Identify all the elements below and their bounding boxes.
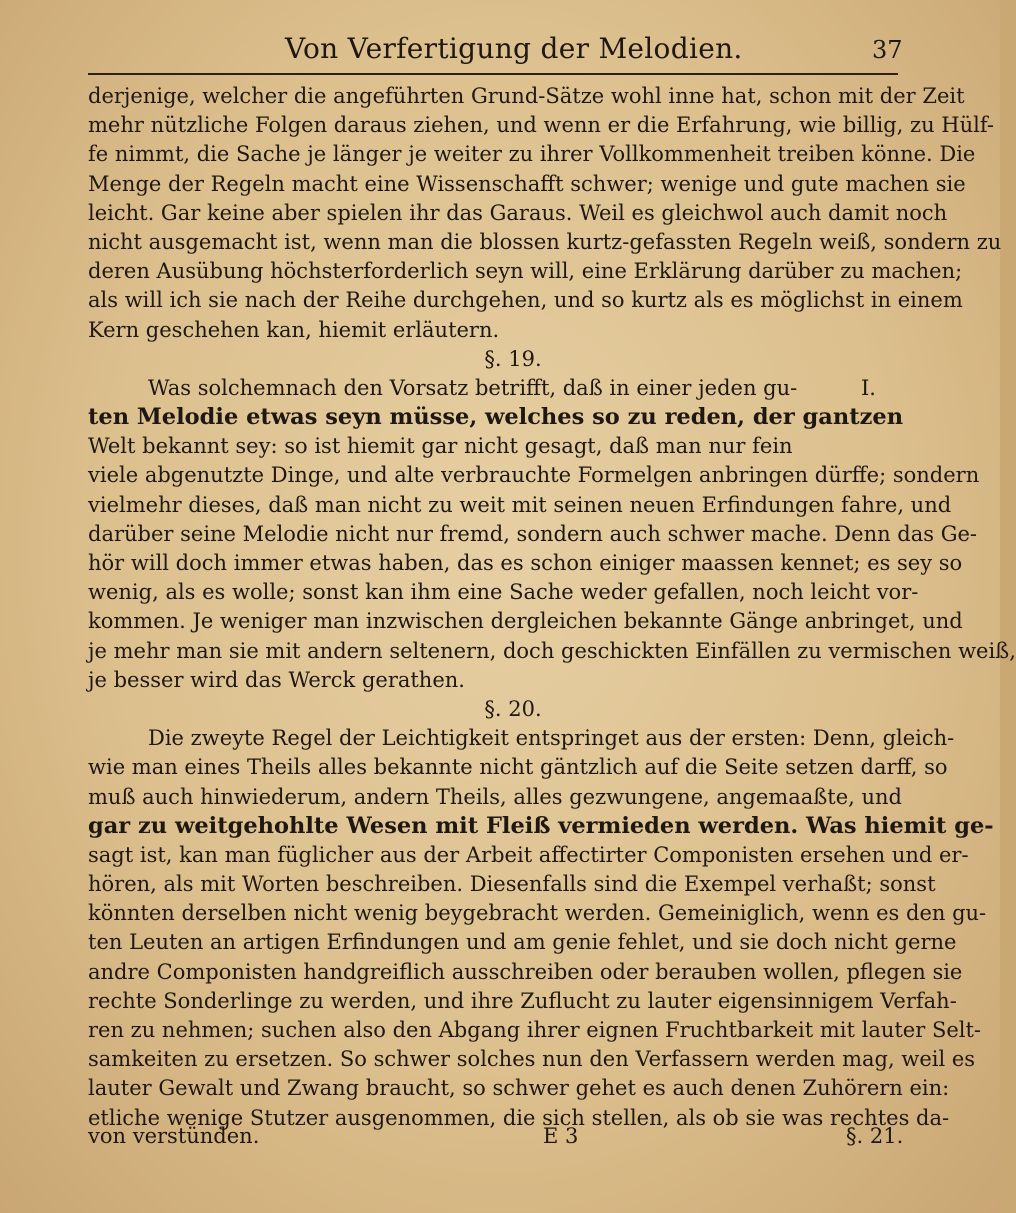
- catchword: §. 21.: [846, 1124, 904, 1148]
- page-number: 37: [872, 36, 903, 64]
- text-line: sagt ist, kan man füglicher aus der Arbeit affectirter Componisten ersehen und er-: [88, 842, 969, 867]
- text-line: Menge der Regeln macht eine Wissenschafft schwer; wenige und gute machen sie: [88, 171, 966, 196]
- text-line: ten Leuten an artigen Erfindungen und am genie fehlet, und sie doch nicht gerne: [88, 930, 957, 955]
- text-line: wenig, als es wolle; sonst kan ihm eine Sache weder gefallen, noch leicht vor-: [88, 580, 919, 605]
- last-text-line: von verstünden.: [88, 1124, 260, 1148]
- header-rule: [88, 73, 898, 75]
- text-line: kommen. Je weniger man inzwischen dergleichen bekannte Gänge anbringet, und: [88, 609, 963, 634]
- text-line: je mehr man sie mit andern seltenern, doch geschickten Einfällen zu vermischen weiß,: [88, 638, 1016, 663]
- text-line: Die zweyte Regel der Leichtigkeit entspringet aus der ersten: Denn, gleich-: [148, 726, 955, 751]
- running-title: Von Verfertigung der Melodien.: [285, 32, 743, 65]
- text-line: [88, 374, 908, 403]
- text-line: darüber seine Melodie nicht nur fremd, sondern auch schwer mache. Denn das Ge-: [88, 521, 978, 546]
- text-line: ren zu nehmen; suchen also den Abgang ihrer eignen Fruchtbarkeit mit lauter Selt-: [88, 1018, 982, 1042]
- text-line: als will ich sie nach der Reihe durchgehen, und so kurtz als es möglichst in einem: [88, 288, 963, 313]
- text-line-content: Was solchemnach den Vorsatz betrifft, daß in einer jeden gu-: [148, 375, 798, 400]
- text-line: ten Melodie etwas seyn müsse, welches so zu reden, der gantzen: [88, 404, 904, 431]
- body-text: [88, 82, 1016, 1133]
- text-line: fe nimmt, die Sache je länger je weiter zu ihrer Vollkommenheit treiben könne. Die: [88, 142, 976, 167]
- text-line: Welt bekannt sey: so ist hiemit gar nicht gesagt, daß man nur fein: [88, 434, 793, 459]
- text-line: derjenige, welcher die angeführten Grund-Sätze wohl inne hat, schon mit der Zeit: [88, 84, 965, 108]
- text-line: wie man eines Theils alles bekannte nicht gäntzlich auf die Seite setzen darff, so: [88, 755, 948, 780]
- text-line: rechte Sonderlinge zu werden, und ihre Zuflucht zu lauter eigensinnigem Verfah-: [88, 988, 957, 1013]
- text-line: könnten derselben nicht wenig beygebracht werden. Gemeiniglich, wenn es den gu-: [88, 901, 987, 926]
- text-line: mehr nützliche Folgen daraus ziehen, und wenn er die Erfahrung, wie billig, zu Hülf-: [88, 113, 994, 138]
- signature-mark: E 3: [543, 1124, 579, 1148]
- text-line: etliche wenige Stutzer ausgenommen, die sich stellen, als ob sie was rechtes da-: [88, 1105, 950, 1130]
- text-line: andre Componisten handgreiflich ausschreiben oder berauben wollen, pflegen sie: [88, 959, 963, 984]
- text-line: Kern geschehen kan, hiemit erläutern.: [88, 317, 500, 342]
- page-footer: [88, 1124, 908, 1154]
- page-header: [0, 30, 1000, 70]
- text-line: vielmehr dieses, daß man nicht zu weit mit seinen neuen Erfindungen fahre, und: [88, 492, 952, 517]
- text-line: hören, als mit Worten beschreiben. Diesenfalls sind die Exempel verhaßt; sonst: [88, 872, 936, 897]
- text-line: nicht ausgemacht ist, wenn man die blossen kurtz-gefassten Regeln weiß, sondern zu: [88, 229, 1002, 254]
- text-line: deren Ausübung höchsterforderlich seyn will, eine Erklärung darüber zu machen;: [88, 259, 963, 284]
- margin-number: I.: [861, 375, 876, 400]
- text-line: gar zu weitgehohlte Wesen mit Fleiß vermieden werden. Was hiemit ge-: [88, 812, 994, 839]
- text-line: samkeiten zu ersetzen. So schwer solches nun den Verfassern werden mag, weil es: [88, 1047, 976, 1072]
- section-heading: §. 20.: [484, 696, 542, 721]
- text-line: hör will doch immer etwas haben, das es schon einiger maassen kennet; es sey so: [88, 551, 963, 575]
- text-line: viele abgenutzte Dinge, und alte verbrauchte Formelgen anbringen dürffe; sondern: [88, 463, 980, 488]
- text-line: lauter Gewalt und Zwang braucht, so schwer gehet es auch denen Zuhörern ein:: [88, 1076, 950, 1101]
- section-heading: §. 19.: [484, 346, 542, 371]
- text-line: je besser wird das Werck gerathen.: [88, 667, 465, 692]
- text-line: leicht. Gar keine aber spielen ihr das Garaus. Weil es gleichwol auch damit noch: [88, 200, 948, 225]
- text-line: muß auch hinwiederum, andern Theils, alles gezwungene, angemaaßte, und: [88, 784, 902, 809]
